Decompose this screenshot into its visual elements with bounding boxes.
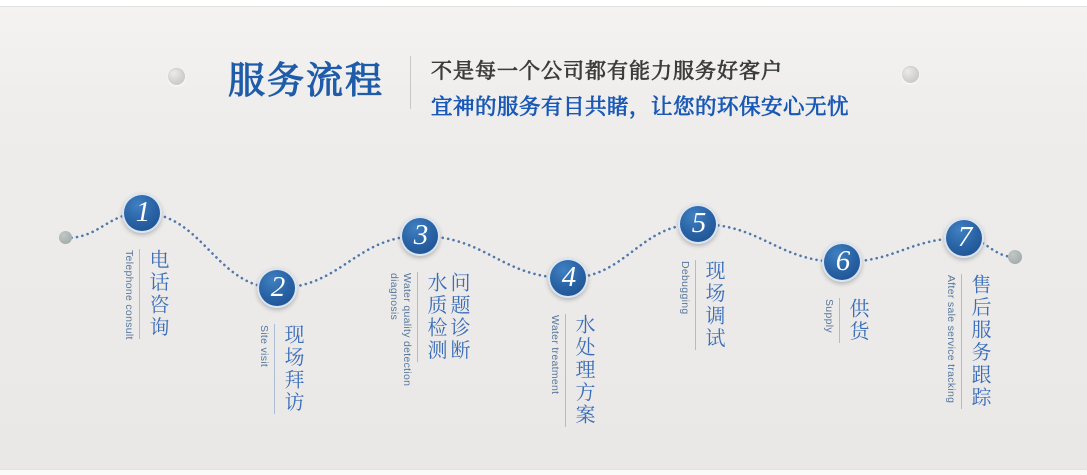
- step-label-zh-column: 问题诊断: [447, 272, 469, 362]
- step-circle-2: [257, 268, 297, 308]
- path-start-dot: [59, 231, 72, 244]
- step-label: [258, 324, 303, 414]
- step-label-divider: [139, 249, 140, 339]
- decor-dot-left: [168, 68, 185, 85]
- step-label: [123, 249, 168, 340]
- step-circle-3: [400, 216, 440, 256]
- step-label-divider: [565, 314, 566, 427]
- page-title: 服务流程: [228, 60, 384, 101]
- subtitle: [431, 55, 849, 121]
- step-label-zh: [701, 260, 724, 350]
- step-circle-4: [548, 258, 588, 298]
- step-number: 2: [270, 270, 286, 303]
- step-label-divider: [839, 298, 840, 343]
- subtitle-line-1: 不是每一个公司都有能力服务好客户: [431, 60, 783, 83]
- step-label-zh-column: 供货: [846, 298, 868, 343]
- step-label: [945, 274, 990, 409]
- step-label-divider: [274, 324, 275, 414]
- bottom-edge-bar: [0, 469, 1087, 475]
- step-label-en: [122, 250, 135, 340]
- step-number: 1: [135, 195, 151, 228]
- step-label-zh: [423, 272, 469, 362]
- step-number: 7: [957, 220, 973, 253]
- step-label-en-line: Supply: [823, 299, 835, 333]
- step-label-zh-column: 现场调试: [702, 260, 724, 350]
- step-label-en-line: After sale service tracking: [945, 275, 957, 404]
- step-label: [823, 298, 868, 343]
- step-label-zh-column: 售后服务跟踪: [968, 274, 990, 409]
- step-circle-6: [822, 242, 862, 282]
- step-label: [549, 314, 594, 427]
- step-label-zh: [145, 249, 168, 339]
- step-label-en-line: Water treatment: [549, 315, 561, 395]
- step-label-zh-column: 现场拜访: [281, 324, 303, 414]
- step-number: 3: [413, 218, 429, 251]
- step-label-en-line: Site visit: [258, 325, 270, 368]
- step-label-zh: [571, 314, 594, 427]
- step-label-en: [678, 261, 691, 315]
- step-label-en: [944, 275, 957, 403]
- step-label-divider: [695, 260, 696, 350]
- path-end-dot: [1008, 250, 1022, 264]
- step-label: [388, 272, 469, 387]
- step-number: 4: [561, 260, 577, 293]
- top-edge-bar: [0, 0, 1087, 7]
- step-label-en: [257, 325, 270, 367]
- step-label-divider: [961, 274, 962, 409]
- step-label-divider: [417, 272, 418, 362]
- subtitle-line-2: 宜神的服务有目共睹，让您的环保安心无忧: [431, 95, 850, 119]
- step-label-zh-column: 水处理方案: [572, 314, 594, 427]
- step-label-en: [387, 273, 413, 386]
- step-label-zh: [845, 298, 868, 343]
- step-label-en-line: diagnosis: [388, 273, 400, 321]
- step-circle-5: [678, 204, 718, 244]
- dotted-path: [66, 213, 1015, 288]
- step-label-en-line: Telephone consult: [123, 250, 135, 340]
- step-label-en-line: Water quality detection: [401, 273, 413, 387]
- step-number: 6: [835, 244, 851, 277]
- header-divider: [410, 56, 411, 109]
- step-label-en-line: Debugging: [679, 261, 691, 315]
- step-label-zh: [967, 274, 990, 409]
- step-number: 5: [691, 206, 707, 239]
- decor-dot-right: [902, 66, 919, 83]
- step-label-en: [822, 299, 835, 333]
- step-circle-7: [944, 218, 984, 258]
- step-label-zh-column: 电话咨询: [146, 249, 168, 339]
- step-label: [679, 260, 724, 350]
- step-label-zh: [280, 324, 303, 414]
- step-label-en: [548, 315, 561, 394]
- step-label-zh-column: 水质检测: [424, 272, 446, 362]
- step-circle-1: [122, 193, 162, 233]
